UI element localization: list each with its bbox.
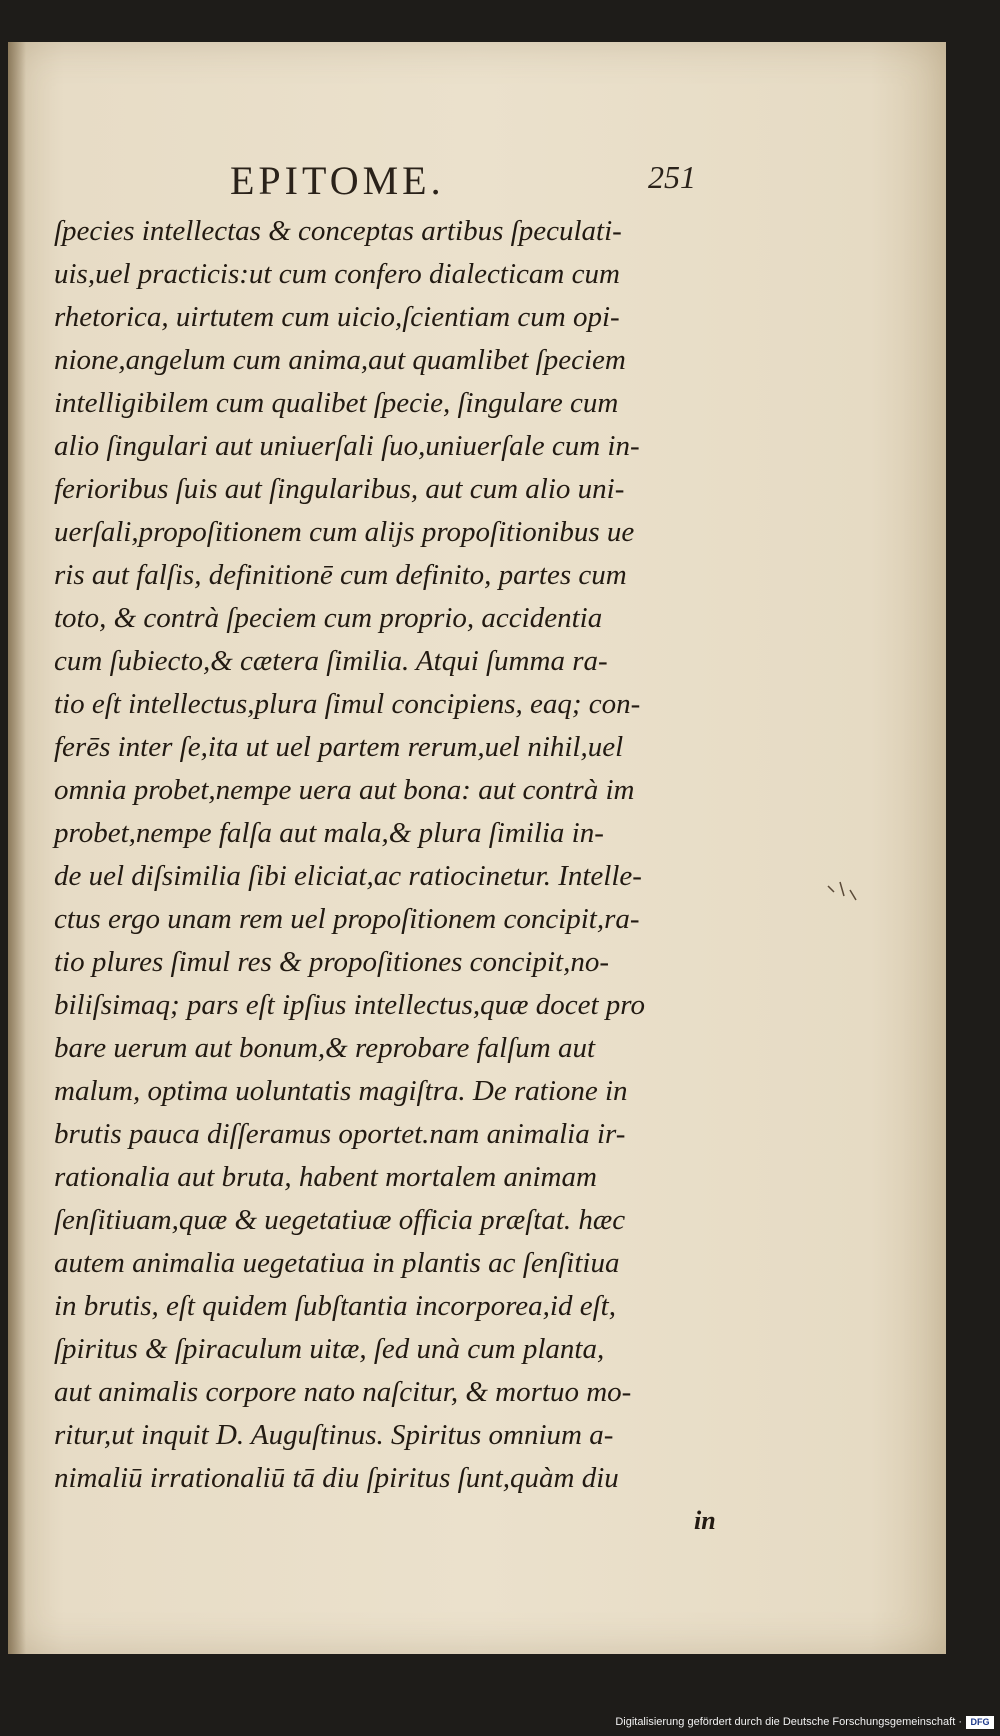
page-number: 251 <box>648 159 696 195</box>
catchword: in <box>694 1506 716 1535</box>
digitization-footer <box>0 1706 1000 1736</box>
text-line: ferēs inter ſe,ita ut uel partem rerum,uel nihil,uel <box>54 731 624 763</box>
text-line: uis,uel practicis:ut cum confero dialecticam cum <box>54 258 620 290</box>
text-line: nimaliū irrationaliū tā diu ſpiritus ſunt,quàm diu <box>54 1462 619 1494</box>
page-gutter-shadow <box>8 42 26 1654</box>
text-line: tio plures ſimul res & propoſitiones concipit,no- <box>54 946 609 978</box>
text-line: alio ſingulari aut uniuerſali ſuo,uniuerſale cum in- <box>54 430 640 462</box>
dfg-logo: DFG <box>966 1716 994 1729</box>
text-line: rationalia aut bruta, habent mortalem animam <box>54 1161 597 1193</box>
text-line: ris aut falſis, definitionē cum definito, partes cum <box>54 559 627 591</box>
text-line: intelligibilem cum qualibet ſpecie, ſingulare cum <box>54 387 619 419</box>
text-line: aut animalis corpore nato naſcitur, & mortuo mo- <box>54 1376 632 1408</box>
text-line: ſenſitiuam,quæ & uegetatiuæ officia præſtat. hæc <box>54 1204 626 1236</box>
text-line: probet,nempe falſa aut mala,& plura ſimilia in- <box>54 817 604 849</box>
marginal-mark-icon <box>822 872 862 912</box>
text-line: uerſali,propoſitionem cum alijs propoſitionibus ue <box>54 516 635 548</box>
running-head: EPITOME. <box>230 158 445 203</box>
text-line: rhetorica, uirtutem cum uicio,ſcientiam cum opi- <box>54 301 620 333</box>
text-line: ferioribus ſuis aut ſingularibus, aut cum alio uni- <box>54 473 625 505</box>
text-line: biliſsimaq; pars eſt ipſius intellectus,quæ docet pro <box>54 989 645 1021</box>
text-line: toto, & contrà ſpeciem cum proprio, accidentia <box>54 602 603 634</box>
text-line: de uel diſsimilia ſibi eliciat,ac ratiocinetur. Intelle- <box>54 860 642 892</box>
text-line: omnia probet,nempe uera aut bona: aut contrà im <box>54 774 635 806</box>
text-line: tio eſt intellectus,plura ſimul concipiens, eaq; con- <box>54 688 641 720</box>
text-line: brutis pauca diſſeramus oportet.nam animalia ir- <box>54 1118 626 1150</box>
text-line: cum ſubiecto,& cætera ſimilia. Atqui ſumma ra- <box>54 645 608 677</box>
body-text <box>54 210 714 1500</box>
text-line: malum, optima uoluntatis magiſtra. De ratione in <box>54 1075 628 1107</box>
text-line: ſpecies intellectas & conceptas artibus ſpeculati- <box>54 215 622 247</box>
text-line: in brutis, eſt quidem ſubſtantia incorporea,id eſt, <box>54 1290 616 1322</box>
text-line: autem animalia uegetatiua in plantis ac ſenſitiua <box>54 1247 620 1279</box>
book-page <box>8 42 946 1654</box>
text-line: ctus ergo unam rem uel propoſitionem concipit,ra- <box>54 903 640 935</box>
text-line: ritur,ut inquit D. Auguſtinus. Spiritus omnium a- <box>54 1419 614 1451</box>
text-line: ſpiritus & ſpiraculum uitæ, ſed unà cum planta, <box>54 1333 605 1365</box>
funding-credit: Digitalisierung gefördert durch die Deutsche Forschungsgemeinschaft · <box>615 1716 962 1728</box>
text-line: bare uerum aut bonum,& reprobare falſum aut <box>54 1032 596 1064</box>
text-line: nione,angelum cum anima,aut quamlibet ſpeciem <box>54 344 626 376</box>
